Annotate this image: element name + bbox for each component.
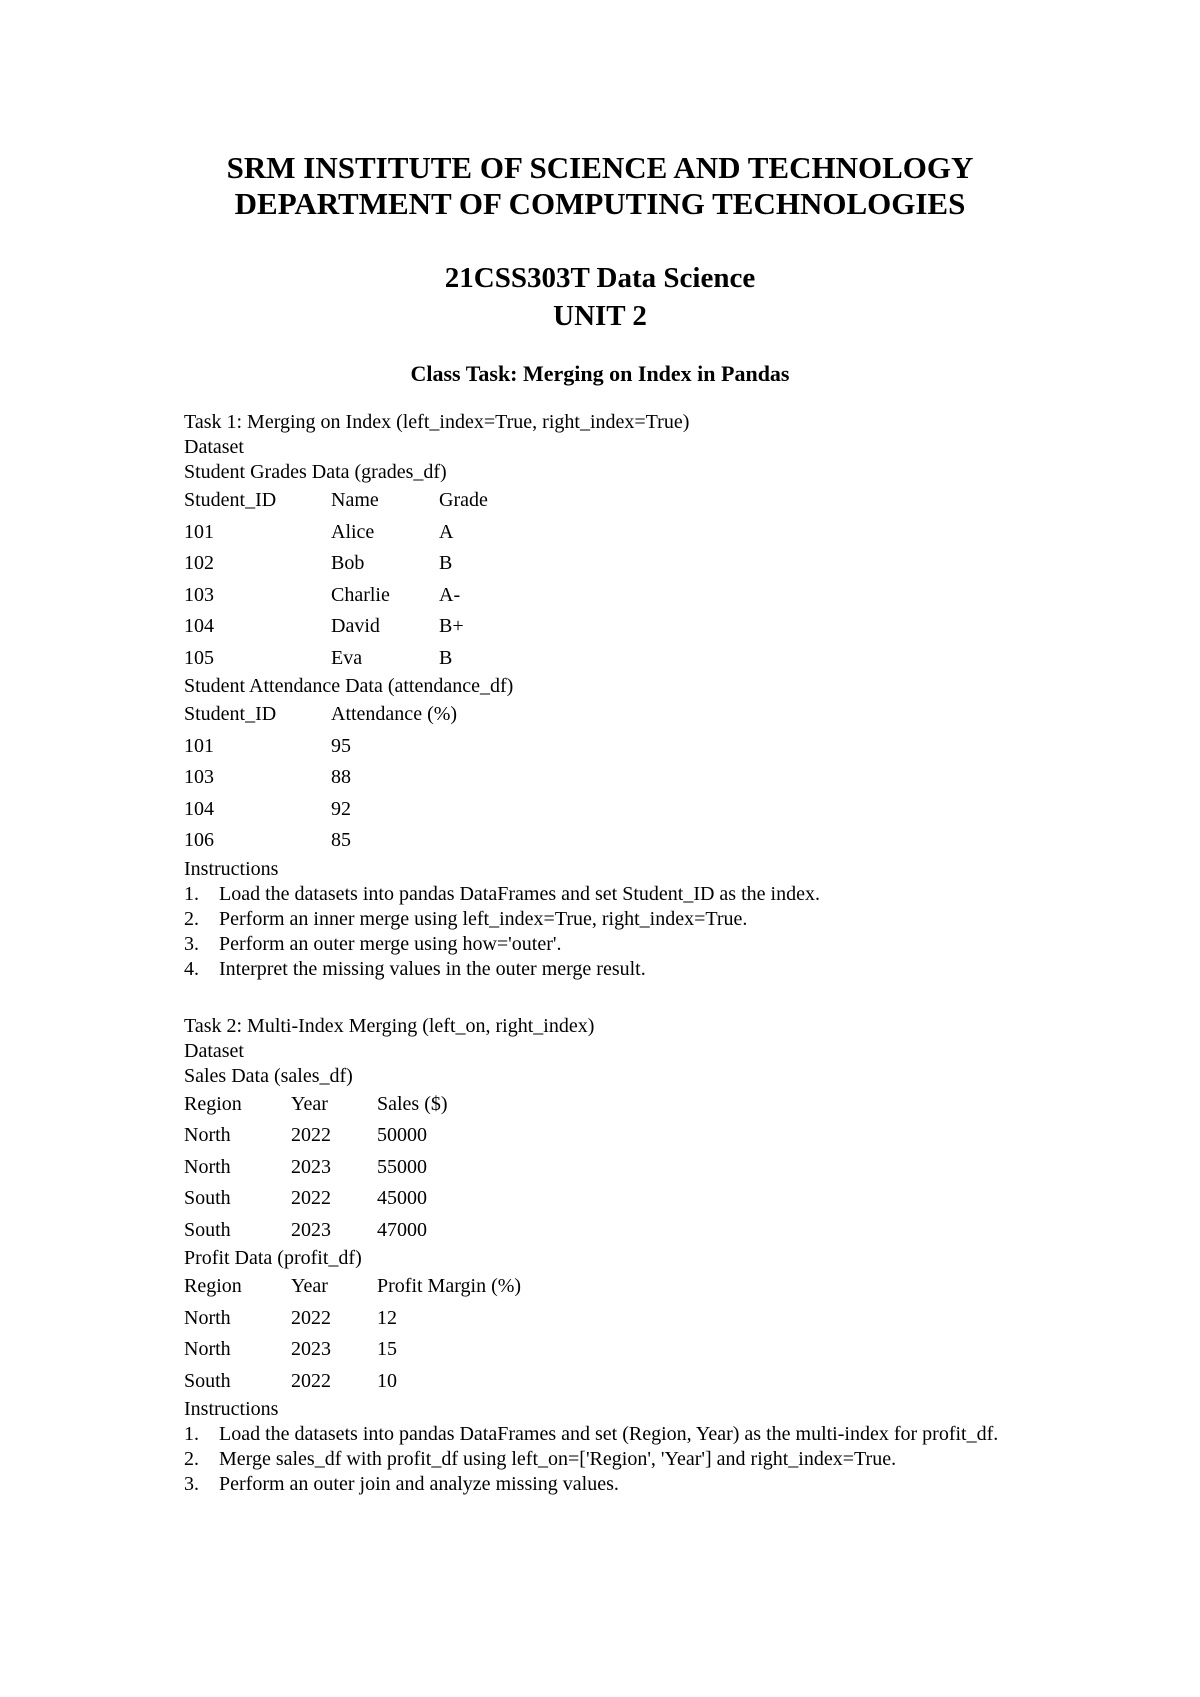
table-cell: 2023 <box>291 1218 331 1241</box>
profit-caption: Profit Data (profit_df) <box>184 1247 362 1269</box>
column-header: Sales ($) <box>377 1092 448 1115</box>
table-cell: A <box>439 520 454 543</box>
instruction-item <box>184 957 1044 982</box>
instruction-text: Perform an outer join and analyze missing values. <box>219 1473 619 1495</box>
instruction-text: Merge sales_df with profit_df using left_on=['Region', 'Year'] and right_index=True. <box>219 1448 897 1470</box>
instruction-text: Load the datasets into pandas DataFrames and set Student_ID as the index. <box>219 882 820 905</box>
task2-dataset-label: Dataset <box>184 1039 244 1062</box>
table-cell: 92 <box>331 797 351 820</box>
table-cell: 2022 <box>291 1124 331 1146</box>
table-cell: Alice <box>331 520 375 543</box>
table-cell: 104 <box>184 615 214 637</box>
task2-instructions-label: Instructions <box>184 1398 279 1420</box>
instruction-number: 2. <box>184 907 199 930</box>
instruction-item <box>184 907 1044 932</box>
table-cell: 2022 <box>291 1187 331 1209</box>
instruction-text: Perform an inner merge using left_index=True, right_index=True. <box>219 907 748 930</box>
table-cell: 45000 <box>377 1187 427 1209</box>
table-cell: David <box>331 615 380 637</box>
instruction-number: 2. <box>184 1448 199 1470</box>
instruction-item <box>184 1447 1044 1472</box>
table-cell: 2023 <box>291 1155 331 1178</box>
table-cell: 95 <box>331 734 351 757</box>
table-cell: North <box>184 1124 231 1146</box>
task2-title: Task 2: Multi-Index Merging (left_on, right_index) <box>184 1014 595 1037</box>
table-cell: 55000 <box>377 1155 427 1178</box>
instruction-item <box>184 1472 1044 1497</box>
instruction-item <box>184 1422 1044 1447</box>
table-cell: South <box>184 1369 231 1392</box>
column-header: Year <box>291 1092 328 1115</box>
attendance-caption: Student Attendance Data (attendance_df) <box>184 675 514 697</box>
table-cell: A- <box>439 583 461 606</box>
column-header: Attendance (%) <box>331 703 458 725</box>
table-cell: 103 <box>184 766 214 788</box>
table-cell: 101 <box>184 734 214 757</box>
table-cell: Bob <box>331 552 365 574</box>
column-header: Year <box>291 1275 328 1297</box>
grades-caption: Student Grades Data (grades_df) <box>184 461 447 483</box>
instruction-number: 4. <box>184 957 199 980</box>
table-cell: 105 <box>184 646 214 669</box>
table-cell: B <box>439 552 453 574</box>
task2-instructions-list <box>184 1422 1044 1497</box>
table-cell: B <box>439 646 453 669</box>
instruction-item <box>184 932 1044 957</box>
table-cell: North <box>184 1306 231 1329</box>
sales-caption: Sales Data (sales_df) <box>184 1064 353 1087</box>
instruction-number: 1. <box>184 882 199 905</box>
table-cell: Charlie <box>331 583 390 606</box>
table-cell: 47000 <box>377 1218 427 1241</box>
table-cell: 10 <box>377 1369 397 1392</box>
instruction-text: Load the datasets into pandas DataFrames and set (Region, Year) as the multi-index for profit_df. <box>219 1423 999 1445</box>
class-task-title: Class Task: Merging on Index in Pandas <box>410 361 790 386</box>
task1-dataset-label: Dataset <box>184 436 244 458</box>
institute-title: SRM INSTITUTE OF SCIENCE AND TECHNOLOGY <box>226 150 974 185</box>
instruction-number: 1. <box>184 1423 199 1445</box>
table-cell: 101 <box>184 520 214 543</box>
table-cell: 85 <box>331 829 351 851</box>
table-cell: Eva <box>331 646 363 669</box>
column-header: Student_ID <box>184 703 277 725</box>
course-title: 21CSS303T Data Science <box>444 262 756 294</box>
column-header: Region <box>184 1092 242 1115</box>
table-cell: 50000 <box>377 1124 427 1146</box>
document-body <box>184 410 1044 1497</box>
table-cell: 102 <box>184 552 214 574</box>
task1-instructions-label: Instructions <box>184 857 279 880</box>
sales-table <box>184 1089 1044 1247</box>
table-cell: North <box>184 1338 231 1360</box>
column-header: Name <box>331 489 379 511</box>
column-header: Grade <box>439 489 488 511</box>
table-cell: 106 <box>184 829 214 851</box>
table-cell: North <box>184 1155 231 1178</box>
table-cell: 15 <box>377 1338 397 1360</box>
column-header: Profit Margin (%) <box>377 1275 522 1297</box>
task1-instructions-list <box>184 882 1044 982</box>
attendance-table <box>184 699 1044 857</box>
task1-title: Task 1: Merging on Index (left_index=True, right_index=True) <box>184 411 690 433</box>
profit-table <box>184 1271 1044 1397</box>
unit-title: UNIT 2 <box>553 300 647 332</box>
table-cell: 2022 <box>291 1369 331 1392</box>
grades-table <box>184 485 1044 674</box>
table-cell: 88 <box>331 766 351 788</box>
table-cell: 104 <box>184 797 214 820</box>
table-cell: South <box>184 1218 231 1241</box>
table-cell: 103 <box>184 583 214 606</box>
instruction-text: Perform an outer merge using how='outer'. <box>219 932 562 955</box>
instruction-number: 3. <box>184 1473 199 1495</box>
instruction-text: Interpret the missing values in the outer merge result. <box>219 957 646 980</box>
department-title: DEPARTMENT OF COMPUTING TECHNOLOGIES <box>234 186 966 221</box>
table-cell: 12 <box>377 1306 397 1329</box>
column-header: Student_ID <box>184 489 277 511</box>
table-cell: South <box>184 1187 231 1209</box>
table-cell: 2023 <box>291 1338 331 1360</box>
instruction-number: 3. <box>184 932 199 955</box>
instruction-item <box>184 882 1044 907</box>
column-header: Region <box>184 1275 242 1297</box>
table-cell: 2022 <box>291 1306 331 1329</box>
table-cell: B+ <box>439 615 464 637</box>
